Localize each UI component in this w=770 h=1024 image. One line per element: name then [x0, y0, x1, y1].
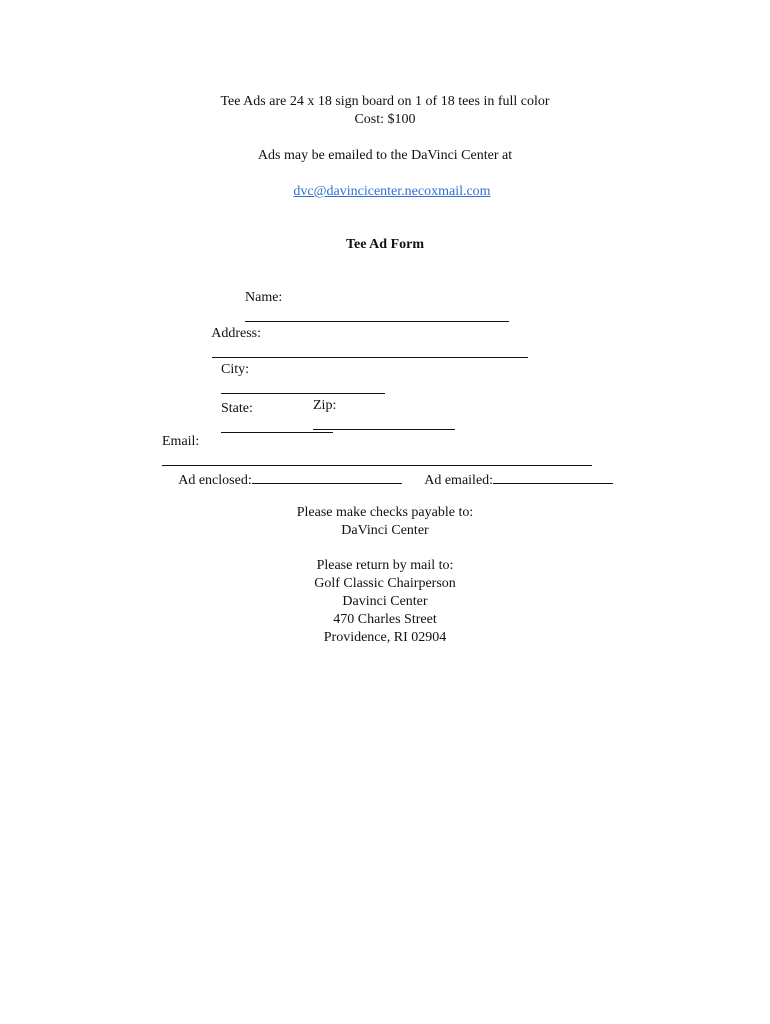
ad-emailed-label: Ad emailed: — [424, 473, 494, 488]
ad-enclosed-field[interactable] — [252, 469, 402, 484]
email-label: Email: — [162, 434, 200, 449]
ad-emailed-row — [411, 451, 613, 508]
intro-email-instruction: Ads may be emailed to the DaVinci Center at — [257, 148, 513, 163]
email-link[interactable]: dvc@davincicenter.necoxmail.com — [293, 184, 491, 199]
name-label: Name: — [245, 290, 283, 305]
form-title: Tee Ad Form — [345, 237, 425, 252]
city-label: City: — [221, 362, 250, 377]
return-address-line: 470 Charles Street — [333, 612, 437, 627]
return-instruction: Please return by mail to: — [316, 558, 454, 573]
intro-line-1: Tee Ads are 24 x 18 sign board on 1 of 18 tees in full color — [220, 94, 550, 109]
ad-emailed-field[interactable] — [493, 469, 613, 484]
address-label: Address: — [211, 326, 262, 341]
intro-email-line — [0, 165, 770, 219]
return-address-line: Golf Classic Chairperson — [314, 576, 456, 591]
ad-enclosed-row — [165, 451, 402, 508]
checks-payee: DaVinci Center — [341, 523, 429, 538]
ad-enclosed-label: Ad enclosed: — [178, 473, 252, 488]
intro-cost: Cost: $100 — [354, 112, 416, 127]
state-label: State: — [221, 401, 253, 416]
zip-label: Zip: — [313, 398, 337, 413]
return-address-line: Providence, RI 02904 — [323, 630, 447, 645]
return-address-line: Davinci Center — [342, 594, 428, 609]
checks-instruction: Please make checks payable to: — [296, 505, 474, 520]
